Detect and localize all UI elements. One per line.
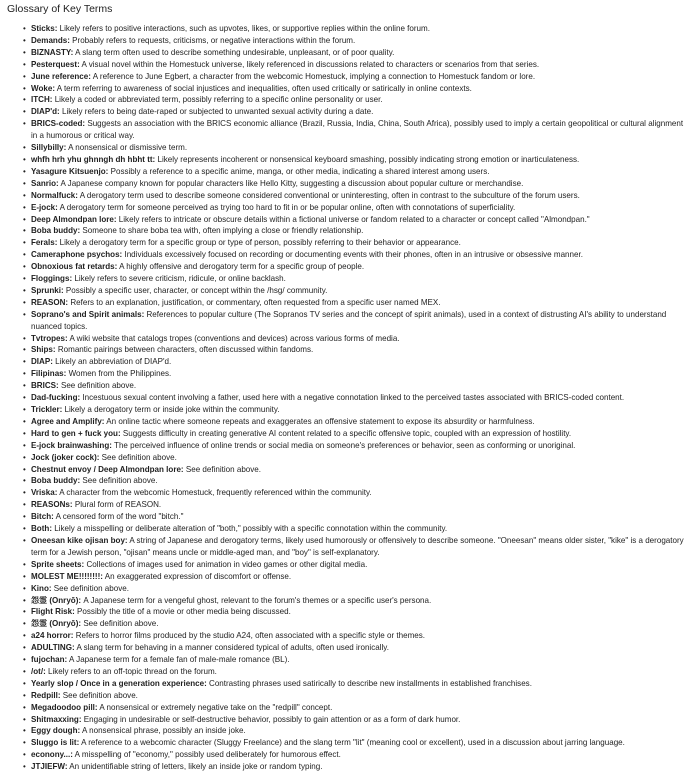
glossary-entry	[25, 630, 688, 642]
glossary-definition: Likely refers to being date-raped or subjected to unwanted sexual activity during a date.	[59, 107, 374, 117]
glossary-entry	[25, 690, 688, 702]
glossary-term: econony...:	[31, 750, 73, 760]
glossary-term: Chestnut envoy / Deep Almondpan lore:	[31, 464, 184, 474]
glossary-definition: Possibly a specific user, character, or concept within the /hsg/ community.	[63, 285, 328, 295]
glossary-definition: See definition above.	[81, 619, 159, 629]
glossary-term: Shitmaxxing:	[31, 714, 82, 724]
glossary-definition: Individuals excessively focused on recording or documenting events with their phones, often in an intrusive or obsessive manner.	[122, 250, 583, 260]
glossary-term: Redpill:	[31, 690, 61, 700]
glossary-definition: Engaging in undesirable or self-destructive behavior, possibly to gain attention or as a form of dark humor.	[81, 714, 461, 724]
glossary-entry	[25, 59, 688, 71]
glossary-definition: An exaggerated expression of discomfort or offense.	[102, 571, 292, 581]
glossary-term: Filipinas:	[31, 369, 67, 379]
glossary-definition: A highly offensive and derogatory term for a specific group of people.	[117, 262, 365, 272]
glossary-term: Sanrio:	[31, 178, 59, 188]
glossary-term: Pesterquest:	[31, 59, 80, 69]
glossary-term: BRICS-coded:	[31, 119, 86, 129]
glossary-entry	[25, 618, 688, 630]
glossary-list	[7, 23, 688, 773]
glossary-definition: A reference to June Egbert, a character from the webcomic Homestuck, implying a connection to Homestuck fandom or lore.	[90, 71, 536, 81]
glossary-entry	[25, 142, 688, 154]
glossary-entry	[25, 249, 688, 261]
glossary-entry	[25, 737, 688, 749]
glossary-definition: Refers to an explanation, justification, or commentary, often requested from a specific user named MEX.	[68, 297, 441, 307]
glossary-entry	[25, 511, 688, 523]
glossary-term: Oneesan kike ojisan boy:	[31, 535, 128, 545]
glossary-definition: Likely an abbreviation of DIAP'd.	[52, 357, 172, 367]
glossary-definition: Likely represents incoherent or nonsensical keyboard smashing, possibly indicating strong emotion or inarticulateness.	[155, 154, 580, 164]
glossary-entry	[25, 368, 688, 380]
glossary-definition: A string of Japanese and derogatory terms, likely used humorously or offensively to describe someone. "Oneesan" means older sister, "kike" is a derogatory term for a Jewish person, "ojisan" means uncle or middle-aged man, and "boy" is self-explanatory.	[31, 535, 684, 557]
glossary-entry	[25, 309, 688, 333]
glossary-entry	[25, 83, 688, 95]
glossary-term: Sprite sheets:	[31, 559, 85, 569]
glossary-term: Sluggo is lit:	[31, 738, 80, 748]
glossary-term: REASONs:	[31, 500, 73, 510]
glossary-term: REASON:	[31, 297, 69, 307]
glossary-entry	[25, 475, 688, 487]
glossary-definition: Likely refers to an off-topic thread on the forum.	[45, 666, 217, 676]
glossary-term: Jock (joker cock):	[31, 452, 100, 462]
glossary-term: Yasagure Kitsuenjo:	[31, 166, 109, 176]
glossary-entry	[25, 761, 688, 773]
glossary-entry	[25, 404, 688, 416]
glossary-entry	[25, 166, 688, 178]
glossary-definition: Likely a derogatory term or inside joke within the community.	[62, 405, 280, 414]
glossary-entry	[25, 487, 688, 499]
glossary-entry	[25, 583, 688, 595]
glossary-term: June reference:	[31, 71, 91, 81]
glossary-term: Trickler:	[31, 405, 63, 414]
glossary-definition: Likely a derogatory term for a specific group or type of person, possibly referring to their behavior or appearance.	[57, 238, 461, 248]
glossary-entry	[25, 261, 688, 273]
glossary-definition: An unidentifiable string of letters, likely an inside joke or random typing.	[67, 762, 323, 772]
glossary-term: /ot/:	[31, 666, 46, 676]
glossary-entry	[25, 35, 688, 47]
glossary-definition: See definition above.	[80, 476, 158, 486]
glossary-entry	[25, 535, 688, 559]
glossary-definition: Likely a misspelling or deliberate alteration of "both," possibly with a specific connotation within the community.	[52, 524, 448, 534]
glossary-entry	[25, 440, 688, 452]
page-title: Glossary of Key Terms	[7, 3, 113, 15]
glossary-entry	[25, 678, 688, 690]
glossary-definition: A term referring to awareness of social injustices and inequalities, often used critically or satirically in online contexts.	[55, 83, 472, 93]
glossary-entry	[25, 464, 688, 476]
glossary-term: Soprano's and Spirit animals:	[31, 309, 145, 319]
glossary-definition: Suggests difficulty in creating generative AI content related to a specific offensive topic, coupled with an expression of hostility.	[120, 428, 572, 438]
glossary-definition: Contrasting phrases used satirically to describe new installments in established franchises.	[206, 678, 532, 688]
glossary-term: Vriska:	[31, 488, 58, 498]
glossary-entry	[25, 523, 688, 535]
glossary-definition: An online tactic where someone repeats and exaggerates an offensive statement to expose its absurdity or harmfulness.	[104, 416, 535, 426]
glossary-term: DIAP:	[31, 357, 53, 367]
glossary-term: Kino:	[31, 583, 52, 593]
glossary-entry	[25, 725, 688, 737]
glossary-definition: A slang term often used to describe something undesirable, unpleasant, or of poor quality.	[73, 47, 395, 57]
glossary-term: BIZNASTY:	[31, 47, 74, 57]
glossary-entry	[25, 714, 688, 726]
glossary-entry	[25, 595, 688, 607]
glossary-definition: See definition above.	[183, 464, 262, 474]
glossary-definition: A Japanese company known for popular characters like Hello Kitty, suggesting a discussion about popular culture or merchandise.	[58, 178, 524, 188]
glossary-term: 怨霊 (Onryō):	[31, 595, 82, 605]
glossary-entry	[25, 749, 688, 761]
glossary-entry	[25, 71, 688, 83]
glossary-definition: Likely refers to positive interactions, such as upvotes, likes, or supportive replies within the online forum.	[57, 24, 430, 33]
glossary-definition: Likely refers to intricate or obscure details within a fictional universe or fandom related to a character or concept called "Almondpan."	[116, 214, 590, 224]
glossary-definition: Possibly the title of a movie or other media being discussed.	[74, 607, 291, 617]
glossary-definition: A wiki website that catalogs tropes (conventions and devices) across various forms of media.	[67, 333, 400, 343]
glossary-entry	[25, 237, 688, 249]
glossary-entry	[25, 118, 688, 142]
glossary-definition: A nonsensical phrase, possibly an inside joke.	[80, 726, 246, 736]
glossary-term: Both:	[31, 524, 53, 534]
glossary-entry	[25, 702, 688, 714]
glossary-term: ITCH:	[31, 95, 53, 105]
glossary-term: 怨霊 (Onryō):	[31, 619, 82, 629]
glossary-term: Demands:	[31, 35, 70, 45]
glossary-definition: Collections of images used for animation in video games or other digital media.	[84, 559, 368, 569]
glossary-entry	[25, 428, 688, 440]
glossary-entry	[25, 285, 688, 297]
glossary-entry	[25, 190, 688, 202]
glossary-term: Ferals:	[31, 238, 58, 248]
glossary-entry	[25, 559, 688, 571]
glossary-definition: References to popular culture (The Sopranos TV series and the concept of spirit animals), used in a context of distrusting AI's ability to understand nuanced topics.	[31, 309, 667, 331]
glossary-term: E-jock brainwashing:	[31, 440, 112, 450]
glossary-entry	[25, 392, 688, 404]
glossary-definition: Possibly a reference to a specific anime, manga, or other media, indicating a shared interest among users.	[108, 166, 490, 176]
glossary-entry	[25, 178, 688, 190]
glossary-term: Boba buddy:	[31, 476, 81, 486]
glossary-definition: A derogatory term used to describe someone considered conventional or uninteresting, often in contrast to the subculture of the forum users.	[77, 190, 580, 200]
glossary-definition: Women from the Philippines.	[66, 369, 172, 379]
glossary-term: Yearly slop / Once in a generation experience:	[31, 678, 207, 688]
glossary-term: whfh hrh yhu ghnngh dh hbht tt:	[31, 154, 156, 164]
glossary-term: Dad-fucking:	[31, 393, 81, 403]
glossary-definition: A character from the webcomic Homestuck, frequently referenced within the community.	[57, 488, 372, 498]
glossary-term: DIAP'd:	[31, 107, 60, 117]
glossary-term: Tvtropes:	[31, 333, 68, 343]
glossary-entry	[25, 344, 688, 356]
glossary-definition: A nonsensical or extremely negative take on the "redpill" concept.	[97, 702, 333, 712]
glossary-definition: A reference to a webcomic character (Sluggy Freelance) and the slang term "lit" (meaning cool or excellent), used in a discussion about jarring language.	[79, 738, 625, 748]
glossary-definition: A Japanese term for a vengeful ghost, relevant to the forum's themes or a specific user's persona.	[81, 595, 432, 605]
glossary-term: Sprunki:	[31, 285, 64, 295]
glossary-term: Agree and Amplify:	[31, 416, 105, 426]
glossary-entry	[25, 47, 688, 59]
glossary-definition: Probably refers to requests, criticisms, or negative interactions within the forum.	[69, 35, 356, 45]
glossary-entry	[25, 202, 688, 214]
glossary-term: ADULTING:	[31, 643, 75, 653]
glossary-entry	[25, 225, 688, 237]
glossary-entry	[25, 499, 688, 511]
glossary-definition: Refers to horror films produced by the studio A24, often associated with a specific style or themes.	[73, 631, 426, 641]
glossary-term: Sillybilly:	[31, 143, 67, 153]
glossary-definition: See definition above.	[51, 583, 129, 593]
glossary-term: Sticks:	[31, 24, 58, 33]
glossary-term: Cameraphone psychos:	[31, 250, 123, 260]
glossary-term: a24 horror:	[31, 631, 74, 641]
glossary-entry	[25, 380, 688, 392]
glossary-definition: A derogatory term for someone perceived as trying too hard to fit in or be popular online, often with connotations of superficiality.	[57, 202, 516, 212]
glossary-term: Megadoodoo pill:	[31, 702, 98, 712]
glossary-entry	[25, 606, 688, 618]
glossary-definition: A Japanese term for a female fan of male-male romance (BL).	[67, 655, 290, 665]
glossary-definition: Plural form of REASON.	[72, 500, 162, 510]
glossary-definition: A visual novel within the Homestuck universe, likely referenced in discussions related to characters or scenarios from that series.	[79, 59, 540, 69]
glossary-term: Eggy dough:	[31, 726, 81, 736]
glossary-term: Normalfuck:	[31, 190, 78, 200]
glossary-definition: The perceived influence of online trends or social media on someone's preferences or behavior, seen as conforming or unoriginal.	[111, 440, 576, 450]
glossary-entry	[25, 654, 688, 666]
glossary-definition: See definition above.	[60, 690, 138, 700]
glossary-entry	[25, 666, 688, 678]
glossary-entry	[25, 356, 688, 368]
glossary-term: BRICS:	[31, 381, 59, 391]
glossary-term: Ships:	[31, 345, 56, 355]
glossary-definition: A misspelling of "economy," possibly used deliberately for humorous effect.	[72, 750, 341, 760]
glossary-definition: Incestuous sexual content involving a father, used here with a negative connotation linked to the perceived tastes associated with BRICS-coded content.	[80, 393, 625, 403]
glossary-entry	[25, 273, 688, 285]
glossary-definition: A censored form of the word "bitch."	[53, 512, 184, 522]
glossary-definition: Suggests an association with the BRICS economic alliance (Brazil, Russia, India, China, South Africa), possibly used to imply a certain geopolitical or cultural alignment in a humorous or critical way.	[31, 119, 684, 141]
glossary-entry	[25, 642, 688, 654]
glossary-term: Woke:	[31, 83, 55, 93]
glossary-entry	[25, 106, 688, 118]
glossary-term: Hard to gen + fuck you:	[31, 428, 121, 438]
glossary-definition: Likely refers to severe criticism, ridicule, or online backlash.	[72, 274, 286, 284]
glossary-term: fujochan:	[31, 655, 68, 665]
glossary-entry	[25, 452, 688, 464]
glossary-term: Obnoxious fat retards:	[31, 262, 118, 272]
glossary-term: E-jock:	[31, 202, 58, 212]
glossary-entry	[25, 416, 688, 428]
glossary-definition: A nonsensical or dismissive term.	[66, 143, 188, 153]
glossary-entry	[25, 297, 688, 309]
glossary-definition: See definition above.	[58, 381, 137, 391]
glossary-term: MOLEST ME!!!!!!!!:	[31, 571, 103, 581]
glossary-term: Bitch:	[31, 512, 54, 522]
glossary-entry	[25, 333, 688, 345]
glossary-term: Flight Risk:	[31, 607, 75, 617]
glossary-term: Deep Almondpan lore:	[31, 214, 117, 224]
glossary-entry	[25, 571, 688, 583]
glossary-definition: A slang term for behaving in a manner considered typical of adults, often used ironically.	[74, 643, 389, 653]
glossary-term: JTJIEFW:	[31, 762, 68, 772]
glossary-term: Boba buddy:	[31, 226, 81, 236]
glossary-definition: Romantic pairings between characters, often discussed within fandoms.	[55, 345, 314, 355]
glossary-term: Floggings:	[31, 274, 73, 284]
glossary-entry	[25, 23, 688, 35]
glossary-entry	[25, 94, 688, 106]
glossary-definition: See definition above.	[99, 452, 177, 462]
glossary-definition: Someone to share boba tea with, often implying a close or friendly relationship.	[80, 226, 364, 236]
glossary-entry	[25, 154, 688, 166]
glossary-entry	[25, 214, 688, 226]
glossary-definition: Likely a coded or abbreviated term, possibly referring to a specific online personality or user.	[52, 95, 383, 105]
